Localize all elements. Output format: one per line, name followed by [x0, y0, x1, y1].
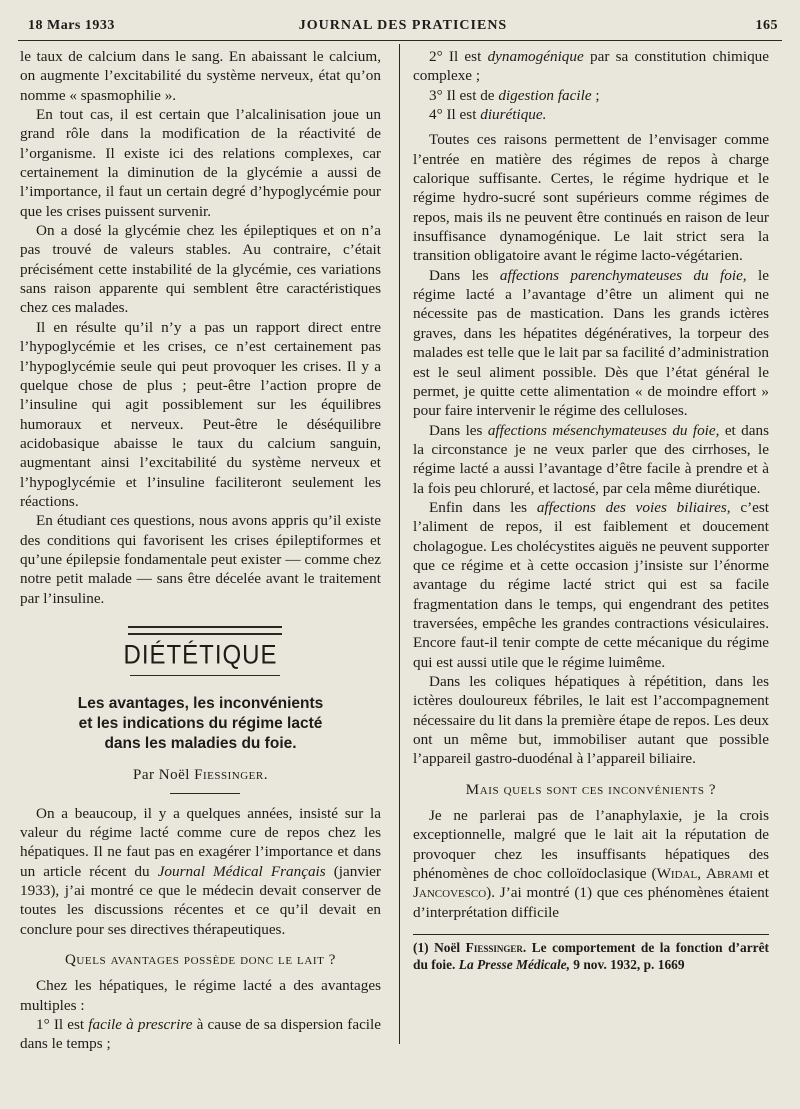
footnote-rule [413, 934, 769, 935]
paragraph [413, 806, 769, 922]
article-title-line: et les indications du régime lacté [78, 715, 323, 733]
list-item [413, 47, 769, 86]
text-run: . Le comportement de la fonction d’arrêt du foie. [413, 940, 769, 973]
text-run: , [697, 865, 706, 883]
text-run: Enfin dans les [429, 498, 537, 516]
text-run: Dans les [429, 421, 488, 439]
text-run: Je ne parlerai pas de l’anaphylaxie, je la crois exceptionnelle, malgré que le lait ait la réputation de provoquer chez les insuffisants hépatiques des phénomènes de choc colloïdoclasique ( [413, 807, 769, 883]
article-title [20, 694, 381, 754]
list-item [413, 86, 769, 105]
text-run: 3° Il est de [429, 86, 499, 104]
text-run: à cause de sa dispersion facile dans le temps ; [20, 1016, 381, 1053]
section-double-rule [128, 626, 282, 635]
emphasis: facile à prescrire [88, 1016, 193, 1034]
paragraph [413, 266, 769, 421]
text-run: le régime lacté a l’avantage d’être un aliment qui ne nécessite pas de mastication. Dans les grands ictères graves, dans les hépatites dégénératives, la torpeur des malades est telle que le lait par sa facilité d’administration est le seul aliment possible. Dès que l’état général le permet, je quitte cette alimentation « de moindre effort » pour faire intervenir le régime des celluloses. [413, 266, 769, 420]
paragraph [413, 498, 769, 672]
emphasis: diurétique. [480, 106, 547, 124]
section-rule [130, 675, 280, 676]
journal-reference: Journal Médical Français [157, 862, 326, 880]
list-item [20, 1015, 381, 1054]
paragraph: En étudiant ces questions, nous avons appris qu’il existe des conditions qui favorisent les crises épileptiformes et qu’une épilepsie fondamentale peut exister — comme chez notre petit malade — sans être décelée avant le traitement par l’insuline. [20, 512, 381, 607]
text-run: ; [591, 86, 600, 104]
footnote [413, 939, 769, 973]
text-run: par sa constitution chimique complexe ; [413, 48, 769, 85]
subheading: Mais quels sont ces inconvénients ? [465, 781, 717, 798]
header-rule [18, 40, 782, 41]
article-title-line: Les avantages, les inconvénients [77, 695, 324, 713]
article-author [20, 766, 381, 785]
text-run: et dans la circonstance je ne veux parler que des cirrhoses, le régime lacté a aussi l’avantage d’être facile à prendre et à la fois peu chloruré, et lactosé, par cela même diurétique. [413, 421, 769, 497]
text-run: ). J’ai montré (1) que ces phénomènes étaient d’interprétation difficile [413, 884, 769, 921]
left-column [20, 47, 381, 1054]
emphasis: digestion facile [498, 86, 592, 104]
header-journal-title: JOURNAL DES PRATICIENS [298, 18, 508, 33]
text-run: 1° Il est [36, 1016, 89, 1034]
running-header [28, 14, 778, 38]
journal-reference: La Presse Médicale, [458, 957, 570, 973]
author-prefix: Par Noël [133, 767, 195, 784]
header-page-number: 165 [755, 18, 778, 33]
paragraph: Chez les hépatiques, le régime lacté a des avantages multiples : [20, 977, 381, 1014]
paragraph: Toutes ces raisons permettent de l’envisager comme l’entrée en matière des régimes de repos à charge calorique suffisante. Certes, le régime hydrique et le régime hydro-sucré sont supérieurs comme régimes de repos, mais ils ne peuvent être continués en raison de leur insuffisance dynamogénique. Le lait strict sera la transition obligatoire avant le régime lacto-végétarien. [413, 131, 769, 265]
column-divider [399, 44, 400, 1044]
emphasis: dynamogénique [487, 48, 584, 65]
paragraph [20, 804, 381, 939]
subheading: Quels avantages possède donc le lait ? [64, 952, 337, 969]
article-title-line: dans les maladies du foie. [104, 735, 297, 753]
text-run: c’est l’aliment de repos, il est faiblement et doucement cholagogue. Les cholécystites aiguës ne peuvent supporter que ce régime et à cette occasion j’insiste sur l’énorme avantage du régime lacté strict qui est sa facile fragmentation dans le temps, qui engendrant des petites traversées, empêche les grandes contractions vésiculaires. Encore faut-il tenir compte de cette mécanique du régime qui est aussi utile que le régime luimême. [413, 498, 770, 671]
author-citation: Fiessinger [465, 940, 523, 956]
text-run: On a beaucoup, il y a quelques années, insisté sur la valeur du régime lacté comme cure de repos chez les hépatiques. Il ne faut pas en exagérer l’importance et dans un article récent du [20, 804, 381, 880]
emphasis: affections parenchymateuses du foie, [499, 266, 747, 284]
emphasis: affections des voies biliaires, [536, 498, 731, 516]
paragraph: le taux de calcium dans le sang. En abaissant le calcium, on augmente l’excitabilité du système nerveux, état qu’on nomme « spasmophilie ». [20, 48, 381, 104]
author-citation: Abrami [706, 865, 754, 883]
section-title: DIÉTÉTIQUE [123, 640, 278, 671]
list-item [413, 105, 769, 124]
paragraph: Dans les coliques hépatiques à répétition, dans les ictères douloureux fébriles, le lait est l’accompagnement nécessaire du lit dans la première étape de repos. Les deux ont un même but, immobiliser autant que possible l’appareil gastro-duodénal à l’appareil biliaire. [413, 673, 769, 768]
author-name: Fiessinger. [194, 767, 268, 784]
paragraph [413, 421, 769, 498]
text-run: Dans les [429, 266, 500, 284]
header-date: 18 Mars 1933 [28, 18, 115, 33]
paragraph: Il en résulte qu’il n’y a pas un rapport direct entre l’hypoglycémie et les crises, ce n’est certainement pas l’hypoglycémie seule qui peut provoquer les crises. Il y a quelque chose de plus ; peut-être l’action propre de l’insuline qui agit possiblement sur les équilibres humoraux et nerveux. Peut-être le déséquilibre acidobasique abaisse le taux du calcium sanguin, augmentant ainsi l’excitabilité du système nerveux et l’hypoglycémie et l’insuline faciliteront seulement les réactions. [20, 318, 381, 510]
author-rule [170, 793, 240, 794]
author-citation: Widal [656, 865, 698, 883]
emphasis: affections mésenchymateuses du foie, [487, 421, 720, 439]
author-citation: Jancovesco [413, 884, 487, 902]
text-run: 4° Il est [429, 106, 481, 124]
right-column [413, 47, 769, 973]
text-run: 9 nov. 1932, p. 1669 [569, 957, 685, 973]
text-run: (1) Noël [413, 940, 466, 956]
text-run: (janvier 1933), j’ai montré ce que le médecin devait conserver de toutes les discussions récentes et ce qu’il devait en conclure pour ses directives thérapeutiques. [20, 862, 381, 938]
text-run: et [753, 865, 770, 883]
paragraph: On a dosé la glycémie chez les épileptiques et on n’a pas trouvé de valeurs stables. Au contraire, c’était précisément cette instabilité de la glycémie, ces variations sans raison apparente qui semblent être caractéristiques chez ces malades. [20, 222, 381, 317]
paragraph: En tout cas, il est certain que l’alcalinisation joue un grand rôle dans la modification de la réactivité de l’organisme. Il existe ici des relations complexes, car certainement la diminution de la glycémie a aussi de l’importance, il faut un certain degré d’hypoglycémie pour que les crises puissent survenir. [20, 106, 381, 220]
text-run: 2° Il est [429, 48, 488, 65]
